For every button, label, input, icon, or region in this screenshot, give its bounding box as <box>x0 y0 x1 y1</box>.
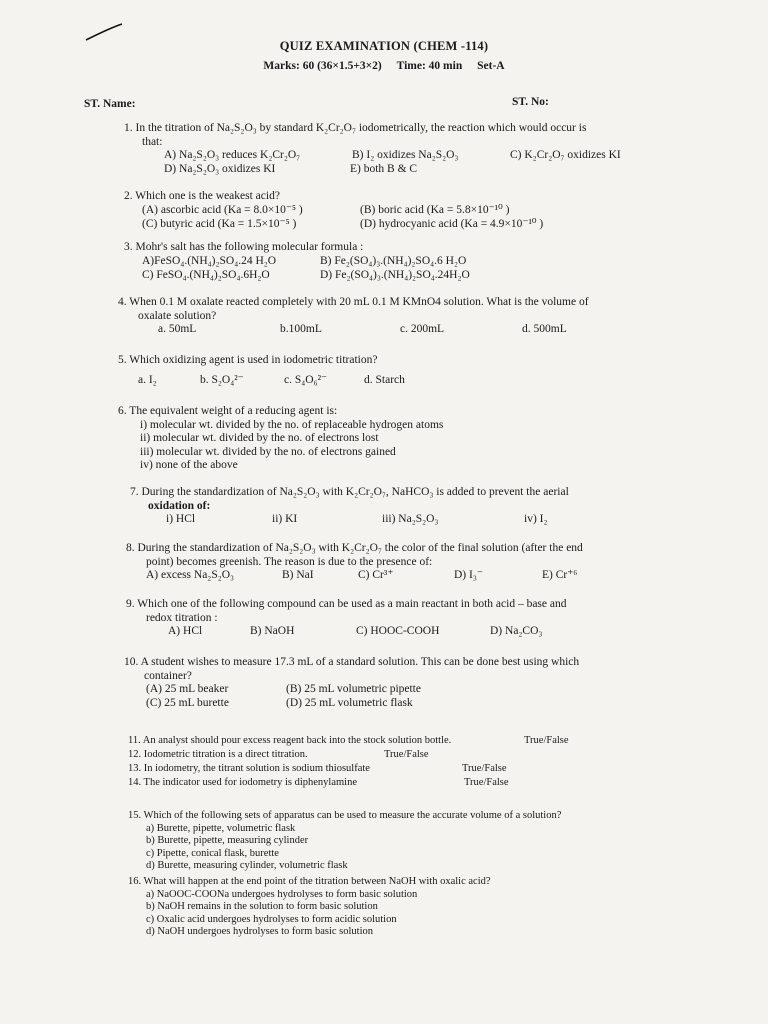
question-5 <box>118 354 678 388</box>
option-a: a) NaOOC-COONa undergoes hydrolyses to form basic solution <box>146 888 418 900</box>
marks-info: Marks: 60 (36×1.5+3×2) <box>263 60 382 72</box>
option-d: d. 500mL <box>522 323 567 335</box>
option-e: E) both B & C <box>350 163 418 175</box>
option-c: (C) butyric acid (Ka = 1.5×10⁻⁵ ) <box>142 217 297 230</box>
question-text: 10. A student wishes to measure 17.3 mL of a standard solution. This can be done best using which <box>124 656 580 668</box>
option-a: i) HCl <box>166 513 196 525</box>
option-a: A) excess Na₂S₂O₃ <box>146 569 235 581</box>
question-text-cont: that: <box>142 135 163 148</box>
question-text: 7. During the standardization of Na₂S₂O₃ with K₂Cr₂O₇, NaHCO₃ is added to prevent the aerial <box>130 486 569 498</box>
option-b: B) NaOH <box>250 625 295 637</box>
question-text: 5. Which oxidizing agent is used in iodometric titration? <box>118 354 378 366</box>
question-text: 15. Which of the following sets of apparatus can be used to measure the accurate volume of a solution? <box>128 810 562 821</box>
question-15 <box>128 810 698 873</box>
option-c: C) FeSO₄.(NH₄)₂SO₄.6H₂O <box>142 268 270 281</box>
question-2 <box>124 190 684 232</box>
option-b: (B) 25 mL volumetric pipette <box>286 683 421 695</box>
option-iii: iii) molecular wt. divided by the no. of electrons gained <box>140 445 396 458</box>
option-a: (A) ascorbic acid (Ka = 8.0×10⁻⁵ ) <box>142 203 303 216</box>
option-a: a. I₂ <box>138 373 157 386</box>
option-b: b) Burette, pipette, measuring cylinder <box>146 835 309 846</box>
question-text: 11. An analyst should pour excess reagent back into the stock solution bottle. <box>128 735 452 746</box>
option-c: c) Oxalic acid undergoes hydrolyses to form acidic solution <box>146 913 397 925</box>
question-text: 6. The equivalent weight of a reducing agent is: <box>118 405 338 417</box>
true-false-label: True/False <box>384 749 429 760</box>
option-b: B) I₂ oxidizes Na₂S₂O₃ <box>352 149 459 161</box>
question-text: 12. Iodometric titration is a direct titration. <box>128 749 308 760</box>
question-6 <box>118 405 678 473</box>
true-false-label: True/False <box>464 777 509 788</box>
option-c: (C) 25 mL burette <box>146 697 229 709</box>
option-b: b.100mL <box>280 323 322 335</box>
option-a: A) HCl <box>168 625 203 637</box>
question-text: 3. Mohr's salt has the following molecular formula : <box>124 241 364 253</box>
question-7 <box>130 486 690 527</box>
question-4 <box>118 296 688 337</box>
question-10 <box>124 656 694 711</box>
option-d: d) NaOH undergoes hydrolyses to form basic solution <box>146 926 373 937</box>
option-a: a. 50mL <box>158 323 197 335</box>
set-info: Set-A <box>477 60 505 72</box>
option-b: b. S₂O₄²⁻ <box>200 373 244 386</box>
option-b: b) NaOH remains in the solution to form basic solution <box>146 901 378 912</box>
question-14 <box>128 777 688 791</box>
option-d: D) I₃⁻ <box>454 569 483 581</box>
question-text: 4. When 0.1 M oxalate reacted completely with 20 mL 0.1 M KMnO4 solution. What is the volume of <box>118 296 589 308</box>
question-text: 9. Which one of the following compound can be used as a main reactant in both acid – base and <box>126 598 567 610</box>
student-name-label: ST. Name: <box>84 98 136 110</box>
time-info: Time: 40 min <box>396 60 463 72</box>
question-text-cont: redox titration : <box>146 611 218 624</box>
student-number-label: ST. No: <box>512 96 549 108</box>
true-false-label: True/False <box>462 763 507 774</box>
option-d: (D) 25 mL volumetric flask <box>286 697 413 709</box>
question-text: 14. The indicator used for iodometry is diphenylamine <box>128 777 358 788</box>
option-d: iv) I₂ <box>524 513 548 525</box>
option-c: c) Pipette, conical flask, burette <box>146 847 279 859</box>
option-c: C) Cr³⁺ <box>358 569 394 581</box>
option-e: E) Cr⁺⁶ <box>542 569 578 581</box>
option-b: B) Fe₂(SO₄)₃.(NH₄)₂SO₄.6 H₂O <box>320 254 467 267</box>
question-8 <box>126 542 696 583</box>
true-false-section <box>128 735 688 795</box>
option-b: (B) boric acid (Ka = 5.8×10⁻¹⁰ ) <box>360 203 510 216</box>
option-a: a) Burette, pipette, volumetric flask <box>146 822 296 834</box>
option-d: D) Fe₂(SO₄)₃.(NH₄)₂SO₄.24H₂O <box>320 268 470 281</box>
exam-title: QUIZ EXAMINATION (CHEM -114) <box>279 39 489 53</box>
option-c: iii) Na₂S₂O₃ <box>382 513 439 525</box>
option-c: C) HOOC-COOH <box>356 625 440 637</box>
question-3 <box>124 241 684 283</box>
option-ii: ii) molecular wt. divided by the no. of electrons lost <box>140 432 379 444</box>
exam-subtitle <box>0 60 768 74</box>
question-text-cont: oxidation of: <box>148 499 211 512</box>
option-iv: iv) none of the above <box>140 459 238 471</box>
option-b: ii) KI <box>272 513 298 525</box>
option-a: A)FeSO₄.(NH₄)₂SO₄.24 H₂O <box>142 254 277 267</box>
true-false-label: True/False <box>524 735 569 746</box>
question-text-cont: container? <box>144 669 192 682</box>
option-i: i) molecular wt. divided by the no. of replaceable hydrogen atoms <box>140 418 444 431</box>
question-text: 8. During the standardization of Na₂S₂O₃ with K₂Cr₂O₇ the color of the final solution (after the end <box>126 542 583 554</box>
question-text: 1. In the titration of Na₂S₂O₃ by standard K₂Cr₂O₇ iodometrically, the reaction which would occur is <box>124 122 587 134</box>
option-c: c. 200mL <box>400 323 445 335</box>
option-c: c. S₄O₆²⁻ <box>284 373 328 386</box>
option-d: D) Na₂CO₃ <box>490 625 543 637</box>
option-d: d. Starch <box>364 373 405 386</box>
question-9 <box>126 598 696 639</box>
question-text-cont: point) becomes greenish. The reason is due to the presence of: <box>146 555 433 568</box>
question-1 <box>124 122 684 177</box>
option-d: D) Na₂S₂O₃ oxidizes KI <box>164 163 276 175</box>
option-a: A) Na₂S₂O₃ reduces K₂Cr₂O₇ <box>164 149 301 161</box>
option-d: d) Burette, measuring cylinder, volumetric flask <box>146 860 348 871</box>
question-12 <box>128 749 688 763</box>
question-text: 13. In iodometry, the titrant solution is sodium thiosulfate <box>128 763 370 774</box>
option-d: (D) hydrocyanic acid (Ka = 4.9×10⁻¹⁰ ) <box>360 217 544 230</box>
question-13 <box>128 763 688 777</box>
option-c: C) K₂Cr₂O₇ oxidizes KI <box>510 149 621 161</box>
option-b: B) NaI <box>282 569 314 581</box>
question-text-cont: oxalate solution? <box>138 309 217 322</box>
question-text: 2. Which one is the weakest acid? <box>124 190 280 202</box>
question-11 <box>128 735 688 749</box>
question-text: 16. What will happen at the end point of the titration between NaOH with oxalic acid? <box>128 876 491 887</box>
question-16 <box>128 876 698 939</box>
option-a: (A) 25 mL beaker <box>146 683 229 695</box>
